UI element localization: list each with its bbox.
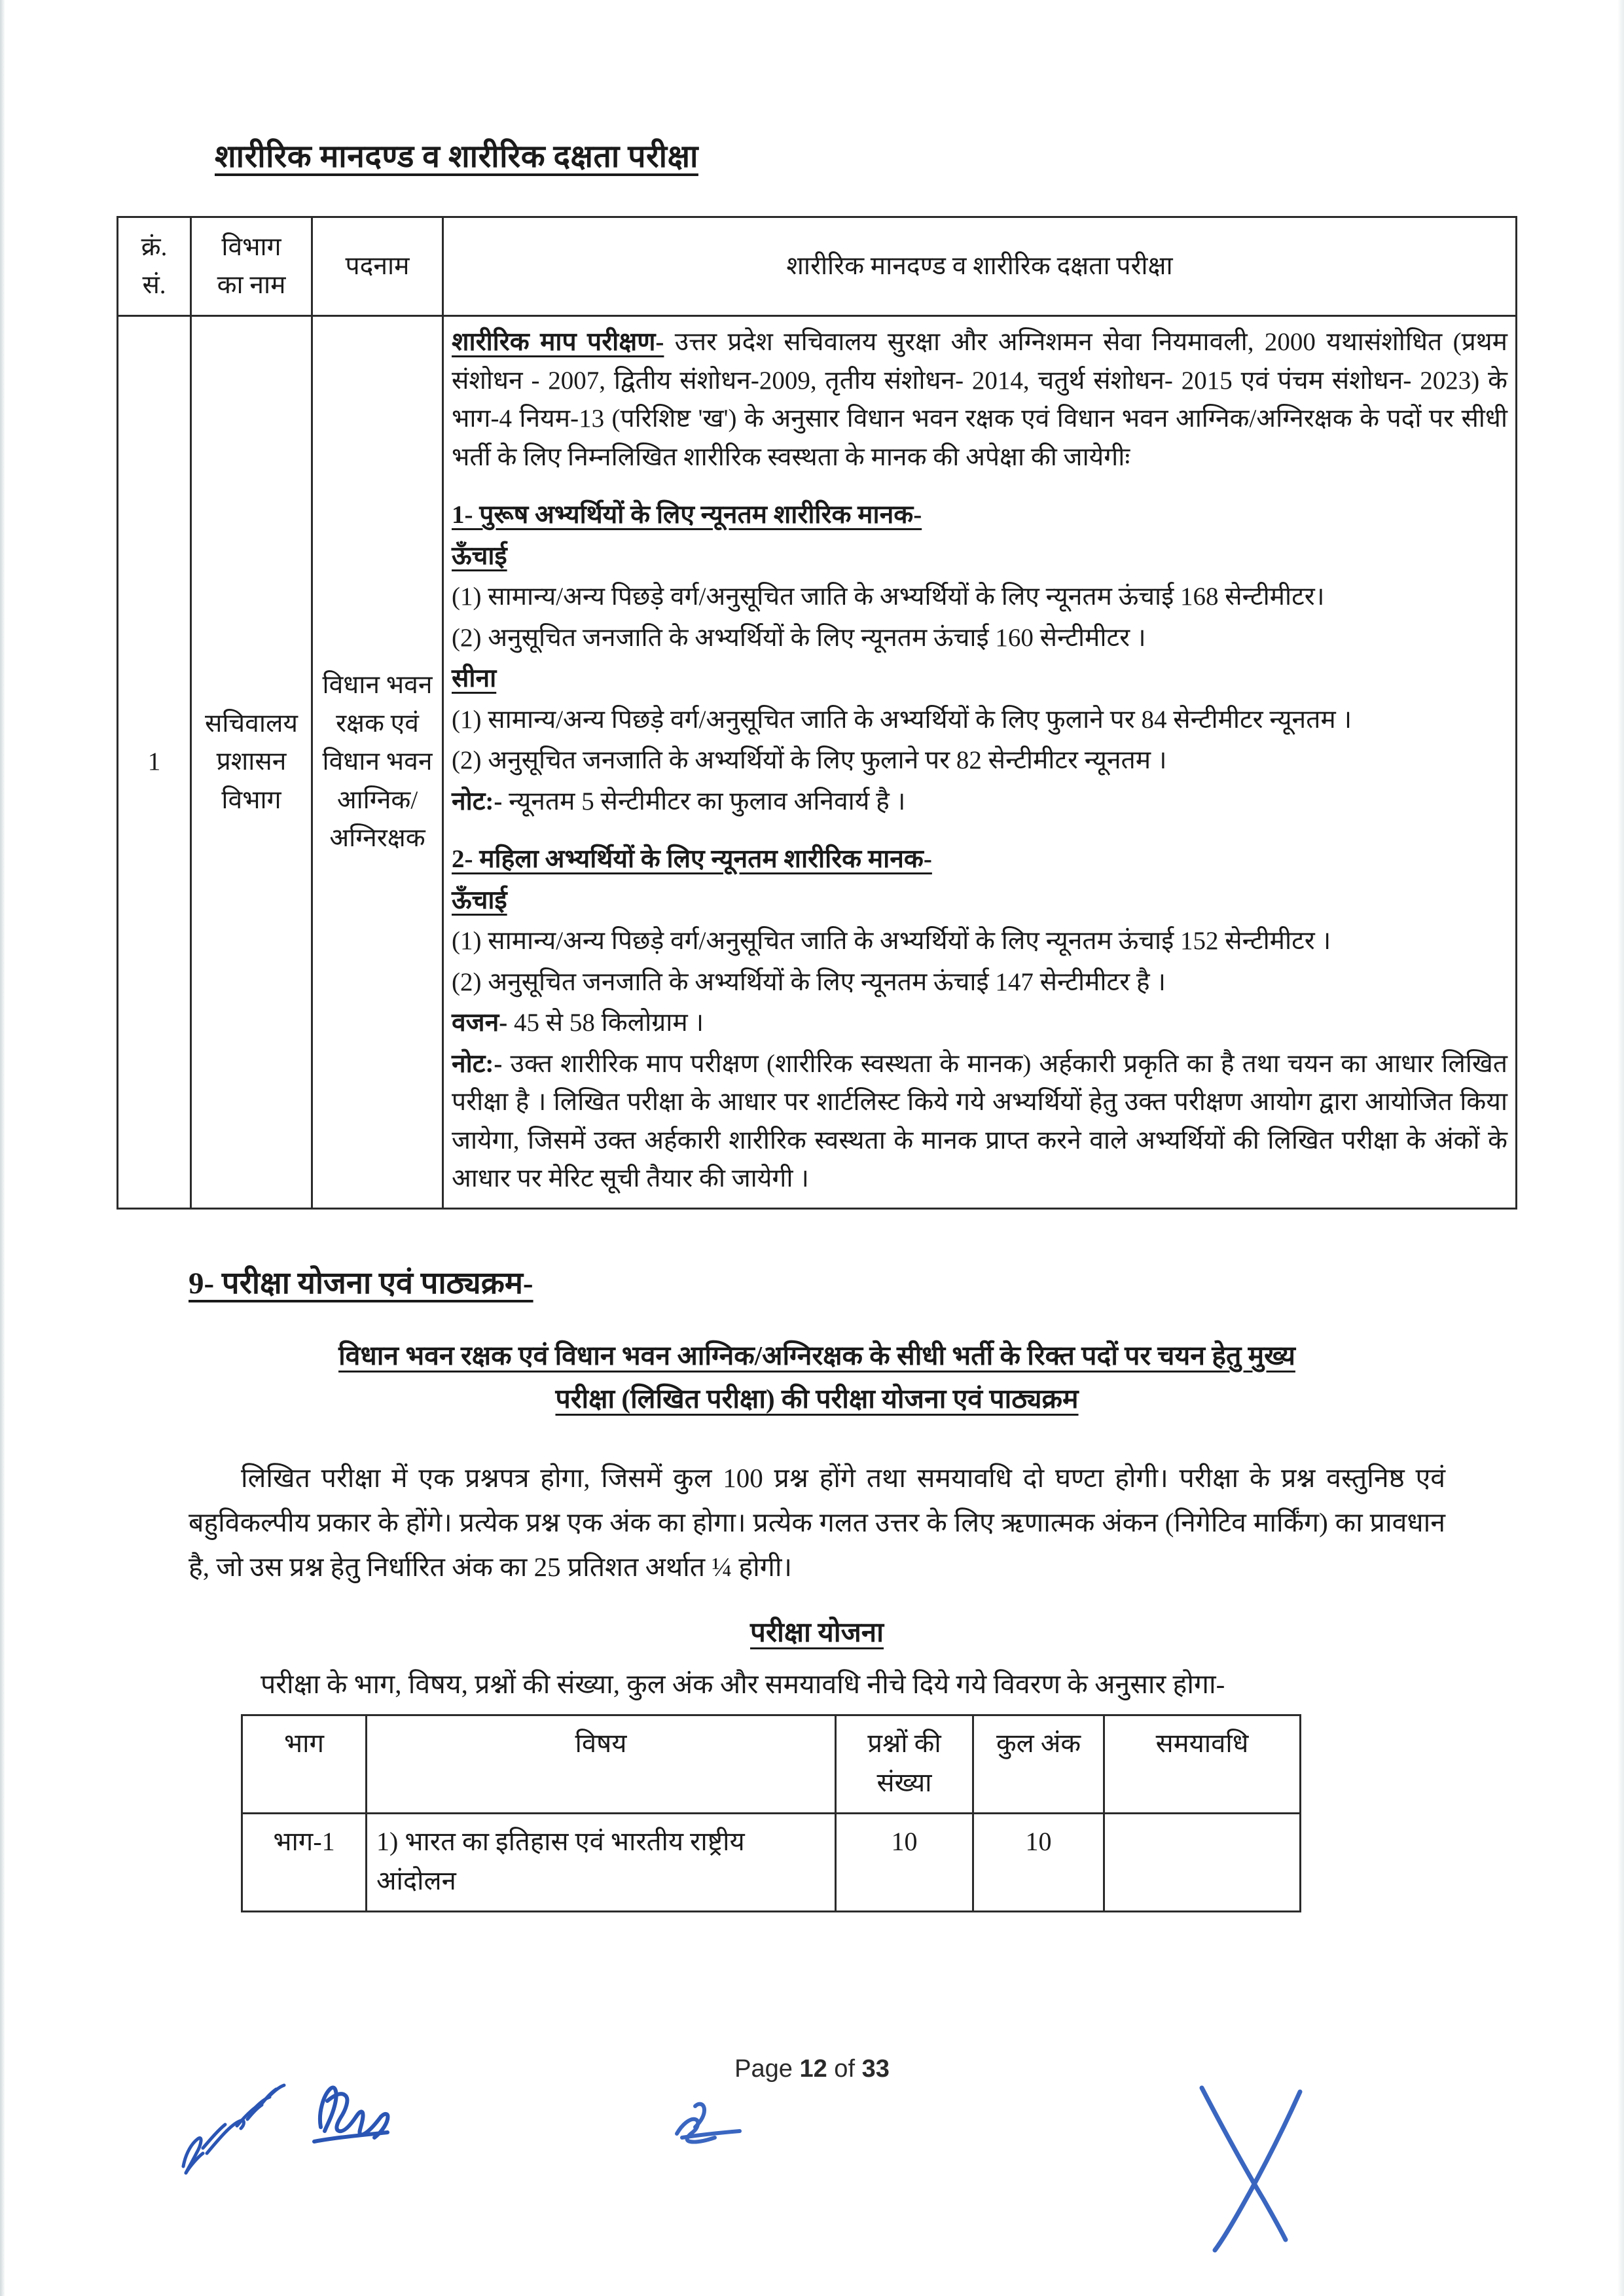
- female-height-item-2: (2) अनुसूचित जनजाति के अभ्यर्थियों के लिए न्यूनतम ऊंचाई 147 सेन्टीमीटर है ।: [452, 967, 1166, 996]
- scan-edge-left: [0, 0, 5, 2296]
- spacer: [452, 479, 1507, 496]
- intro-paragraph: [452, 323, 1507, 476]
- footer-page-number: 12: [799, 2055, 827, 2083]
- final-note-text: उक्त शारीरिक माप परीक्षण (शारीरिक स्वस्थता के मानक) अर्हकारी प्रकृति का है तथा चयन का आधार लिखित परीक्षा है । लिखित परीक्षा के आधार पर शार्टलिस्ट किये गये अभ्यर्थियों हेतु उक्त परीक्षण आयोग द्वारा आयोजित किया जायेगा, जिसमें उक्त अर्हकारी शारीरिक स्वस्थता के मानक प्राप्त करने वाले अभ्यर्थियों की लिखित परीक्षा के अंकों के आधार पर मेरिट सूची तैयार की जायेगी ।: [452, 1049, 1507, 1193]
- footer-prefix: Page: [734, 2055, 800, 2083]
- scheme-lead-text: परीक्षा के भाग, विषय, प्रश्नों की संख्या, कुल अंक और समयावधि नीचे दिये गये विवरण के अनुसार होगा-: [261, 1669, 1225, 1700]
- section9-paragraph: लिखित परीक्षा में एक प्रश्नपत्र होगा, जिसमें कुल 100 प्रश्न होंगे तथा समयावधि दो घण्टा होगी। परीक्षा के प्रश्न वस्तुनिष्ठ एवं बहुविकल्पीय प्रकार के होंगे। प्रत्येक प्रश्न एक अंक का होगा। प्रत्येक गलत उत्तर के लिए ऋणात्मक अंकन (निगेटिव मार्किंग) का प्रावधान है, जो उस प्रश्न हेतु निर्धारित अंक का 25 प्रतिशत अर्थात ¼ होगी।: [189, 1463, 1445, 1583]
- female-weight-label: वजन-: [452, 1009, 508, 1037]
- footer-total-pages: 33: [861, 2055, 890, 2083]
- scheme-header-marks: कुल अंक: [973, 1715, 1104, 1813]
- scheme-header-row: [242, 1715, 1301, 1813]
- scheme-header-questions-line2: संख्या: [876, 1767, 932, 1797]
- male-height-item-1: (1) सामान्य/अन्य पिछड़े वर्ग/अनुसूचित जाति के अभ्यर्थियों के लिए न्यूनतम ऊंचाई 168 सेन्टीमीटर।: [452, 583, 1325, 611]
- scheme-heading: [117, 1613, 1517, 1650]
- scheme-header-questions-line1: प्रश्नों की: [867, 1728, 941, 1758]
- handwritten-date-note: [164, 2075, 308, 2206]
- footer-middle: of: [827, 2055, 862, 2083]
- male-chest-item-2: (2) अनुसूचित जनजाति के अभ्यर्थियों के लिए फुलाने पर 82 सेन्टीमीटर न्यूनतम ।: [452, 746, 1167, 774]
- cell-serial: 1: [118, 316, 191, 1209]
- intro-label: शारीरिक माप परीक्षण-: [452, 328, 664, 356]
- section9-heading: 9- परीक्षा योजना एवं पाठ्यक्रम-: [189, 1266, 533, 1300]
- exam-scheme-table: [241, 1714, 1301, 1912]
- final-note: [452, 1045, 1507, 1198]
- header-serial-line1: क्रं.: [141, 232, 168, 261]
- male-note-label: नोट:-: [452, 787, 503, 816]
- header-criteria: शारीरिक मानदण्ड व शारीरिक दक्षता परीक्षा: [443, 217, 1517, 316]
- female-standards-heading: 2- महिला अभ्यर्थियों के लिए न्यूनतम शारीरिक मानक-: [452, 845, 932, 873]
- scheme-header-duration: समयावधि: [1104, 1715, 1301, 1813]
- scheme-heading-text: परीक्षा योजना: [750, 1618, 884, 1649]
- cell-post: विधान भवन रक्षक एवं विधान भवन आग्निक/ अग्निरक्षक: [312, 316, 443, 1209]
- scheme-table-wrap: [241, 1714, 1301, 1912]
- scan-edge-right: [1617, 0, 1624, 2296]
- handwritten-signature-left: [301, 2081, 425, 2166]
- scheme-cell-duration: [1104, 1813, 1301, 1911]
- section9-subtitle: [215, 1334, 1419, 1421]
- scheme-header-part: भाग: [242, 1715, 367, 1813]
- section9-subtitle-line2: परीक्षा (लिखित परीक्षा) की परीक्षा योजना एवं पाठ्यक्रम: [555, 1383, 1079, 1414]
- page-content: [117, 0, 1517, 1912]
- final-note-label: नोट:-: [452, 1049, 503, 1078]
- scheme-header-subject: विषय: [367, 1715, 836, 1813]
- section9-heading-wrap: [189, 1210, 1517, 1302]
- physical-standards-table: [117, 216, 1517, 1210]
- female-weight: [452, 1004, 1507, 1043]
- scheme-cell-part: भाग-1: [242, 1813, 367, 1911]
- section9-subtitle-line1: विधान भवन रक्षक एवं विधान भवन आग्निक/अग्निरक्षक के सीधी भर्ती के रिक्त पदों पर चयन हेतु मुख्य: [338, 1340, 1295, 1371]
- female-height-item-1: (1) सामान्य/अन्य पिछड़े वर्ग/अनुसूचित जाति के अभ्यर्थियों के लिए न्यूनतम ऊंचाई 152 सेन्टीमीटर ।: [452, 927, 1331, 955]
- header-department-line2: का नाम: [217, 271, 286, 299]
- male-standards-heading: 1- पुरूष अभ्यर्थियों के लिए न्यूनतम शारीरिक मानक-: [452, 501, 922, 529]
- male-note: [452, 783, 1507, 821]
- male-chest-item-1: (1) सामान्य/अन्य पिछड़े वर्ग/अनुसूचित जाति के अभ्यर्थियों के लिए फुलाने पर 84 सेन्टीमीटर न्यूनतम ।: [452, 705, 1352, 734]
- handwritten-cross-mark: [1172, 2068, 1342, 2258]
- female-weight-text: 45 से 58 किलोग्राम ।: [507, 1009, 704, 1037]
- header-serial-line2: सं.: [142, 271, 166, 299]
- handwritten-signature-center: [668, 2094, 799, 2166]
- scheme-cell-marks: 10: [973, 1813, 1104, 1911]
- table-header-row: [118, 217, 1517, 316]
- male-height-item-2: (2) अनुसूचित जनजाति के अभ्यर्थियों के लिए न्यूनतम ऊंचाई 160 सेन्टीमीटर ।: [452, 623, 1146, 652]
- scheme-cell-questions: 10: [836, 1813, 973, 1911]
- table-row: [242, 1813, 1301, 1911]
- header-department-line1: विभाग: [221, 232, 281, 261]
- male-chest-label: सीना: [452, 664, 497, 692]
- header-post: पदनाम: [312, 217, 443, 316]
- header-serial: [118, 217, 191, 316]
- scheme-header-questions: [836, 1715, 973, 1813]
- female-height-label: ऊँचाई: [452, 886, 507, 914]
- page-title: शारीरिक मानदण्ड व शारीरिक दक्षता परीक्षा: [215, 139, 698, 174]
- table-row: [118, 316, 1517, 1209]
- spacer: [452, 823, 1507, 840]
- male-height-label: ऊँचाई: [452, 541, 507, 570]
- intro-text: उत्तर प्रदेश सचिवालय सुरक्षा और अग्निशमन सेवा नियमावली, 2000 यथासंशोधित (प्रथम संशोधन - 2007, द्वितीय संशोधन-2009, तृतीय संशोधन- 2014, चतुर्थ संशोधन- 2015 एवं पंचम संशोधन- 2023) के भाग-4 नियम-13 (परिशिष्ट 'ख') के अनुसार विधान भवन रक्षक एवं विधान भवन आग्निक/अग्निरक्षक के पदों पर सीधी भर्ती के लिए निम्नलिखित शारीरिक स्वस्थता के मानक की अपेक्षा की जायेगीः: [452, 328, 1508, 471]
- cell-criteria-body: [443, 316, 1517, 1209]
- header-department: [191, 217, 312, 316]
- page-footer: [0, 2055, 1624, 2083]
- cell-department: सचिवालय प्रशासन विभाग: [191, 316, 312, 1209]
- scheme-cell-subject: 1) भारत का इतिहास एवं भारतीय राष्ट्रीय आंदोलन: [367, 1813, 836, 1911]
- male-note-text: न्यूनतम 5 सेन्टीमीटर का फुलाव अनिवार्य है ।: [502, 787, 906, 816]
